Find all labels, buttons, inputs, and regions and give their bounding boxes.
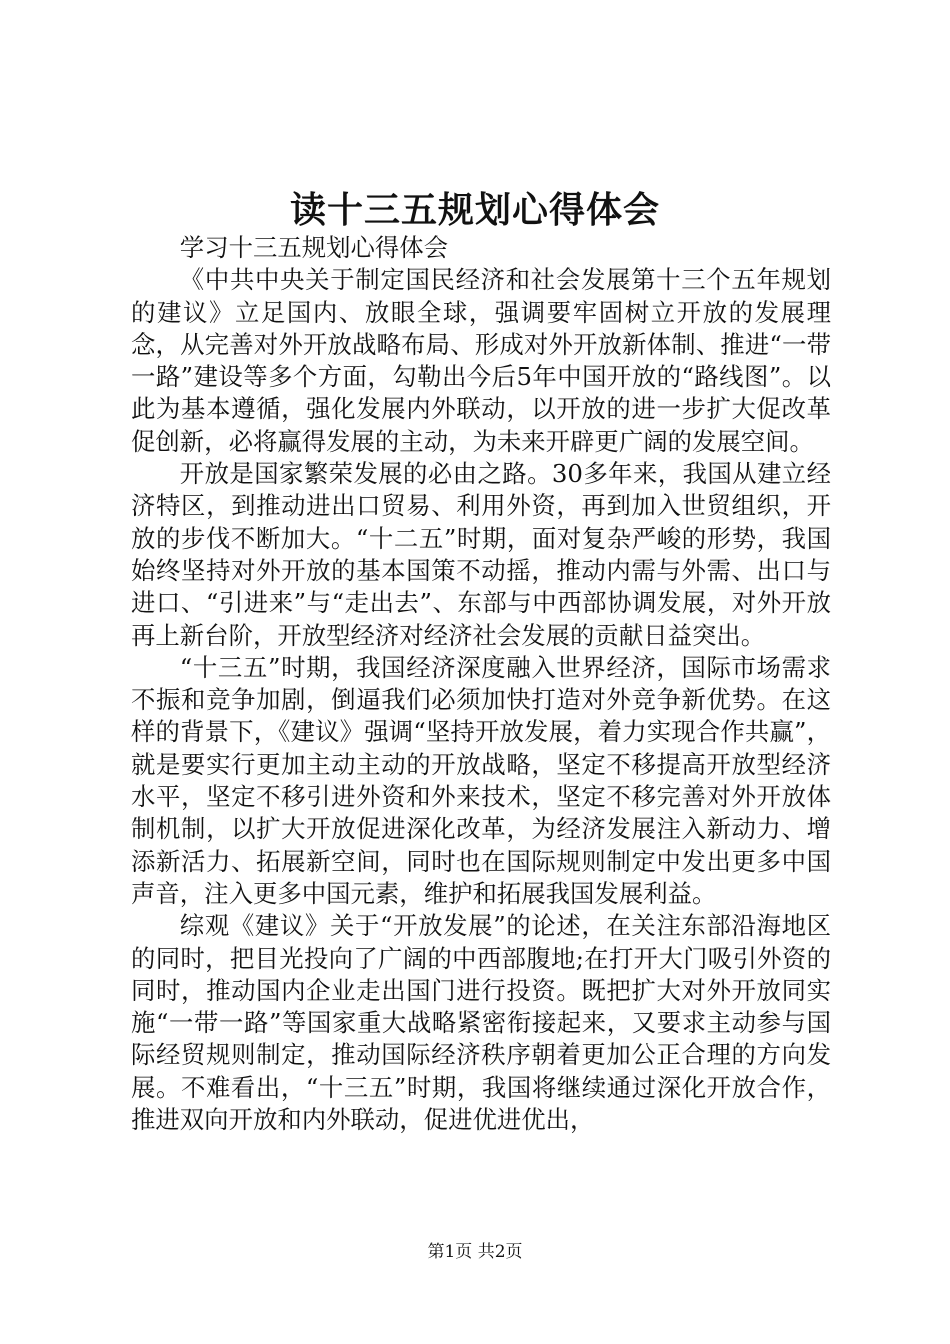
paragraph-2: 开放是国家繁荣发展的必由之路。30多年来，我国从建立经济特区，到推动进出口贸易、利用外资，再到加入世贸组织，开放的步伐不断加大。“十二五”时期，面对复杂严峻的形势，我国始终坚持对外开放的基本国策不动摇，推动内需与外需、出口与进口、“引进来”与“走出去”、东部与中西部协调发展，对外开放再上新台阶，开放型经济对经济社会发展的贡献日益突出。	[131, 459, 831, 650]
document-body	[131, 232, 831, 1136]
paragraph-4: 综观《建议》关于“开放发展”的论述，在关注东部沿海地区的同时，把目光投向了广阔的中西部腹地;在打开大门吸引外资的同时，推动国内企业走出国门进行投资。既把扩大对外开放同实施“一带一路”等国家重大战略紧密衔接起来，又要求主动参与国际经贸规则制定，推动国际经济秩序朝着更加公正合理的方向发展。不难看出，“十三五”时期，我国将继续通过深化开放合作，推进双向开放和内外联动，促进优进优出，	[131, 911, 831, 1135]
paragraph-3: “十三五”时期，我国经济深度融入世界经济，国际市场需求不振和竞争加剧，倒逼我们必须加快打造对外竞争新优势。在这样的背景下，《建议》强调“坚持开放发展，着力实现合作共赢”，就是要实行更加主动主动的开放战略，坚定不移提高开放型经济水平，坚定不移引进外资和外来技术，坚定不移完善对外开放体制机制，以扩大开放促进深化改革，为经济发展注入新动力、增添新活力、拓展新空间，同时也在国际规则制定中发出更多中国声音，注入更多中国元素，维护和拓展我国发展利益。	[131, 652, 831, 908]
paragraph-1: 《中共中央关于制定国民经济和社会发展第十三个五年规划的建议》立足国内、放眼全球，强调要牢固树立开放的发展理念，从完善对外开放战略布局、形成对外开放新体制、推进“一带一路”建设等多个方面，勾勒出今后5年中国开放的“路线图”。以此为基本遵循，强化发展内外联动，以开放的进一步扩大促改革促创新，必将赢得发展的主动，为未来开辟更广阔的发展空间。	[131, 265, 831, 456]
page-footer: 第1页 共2页	[427, 1242, 523, 1262]
document-subtitle: 学习十三五规划心得体会	[179, 233, 449, 262]
document-title: 读十三五规划心得体会	[289, 189, 660, 231]
